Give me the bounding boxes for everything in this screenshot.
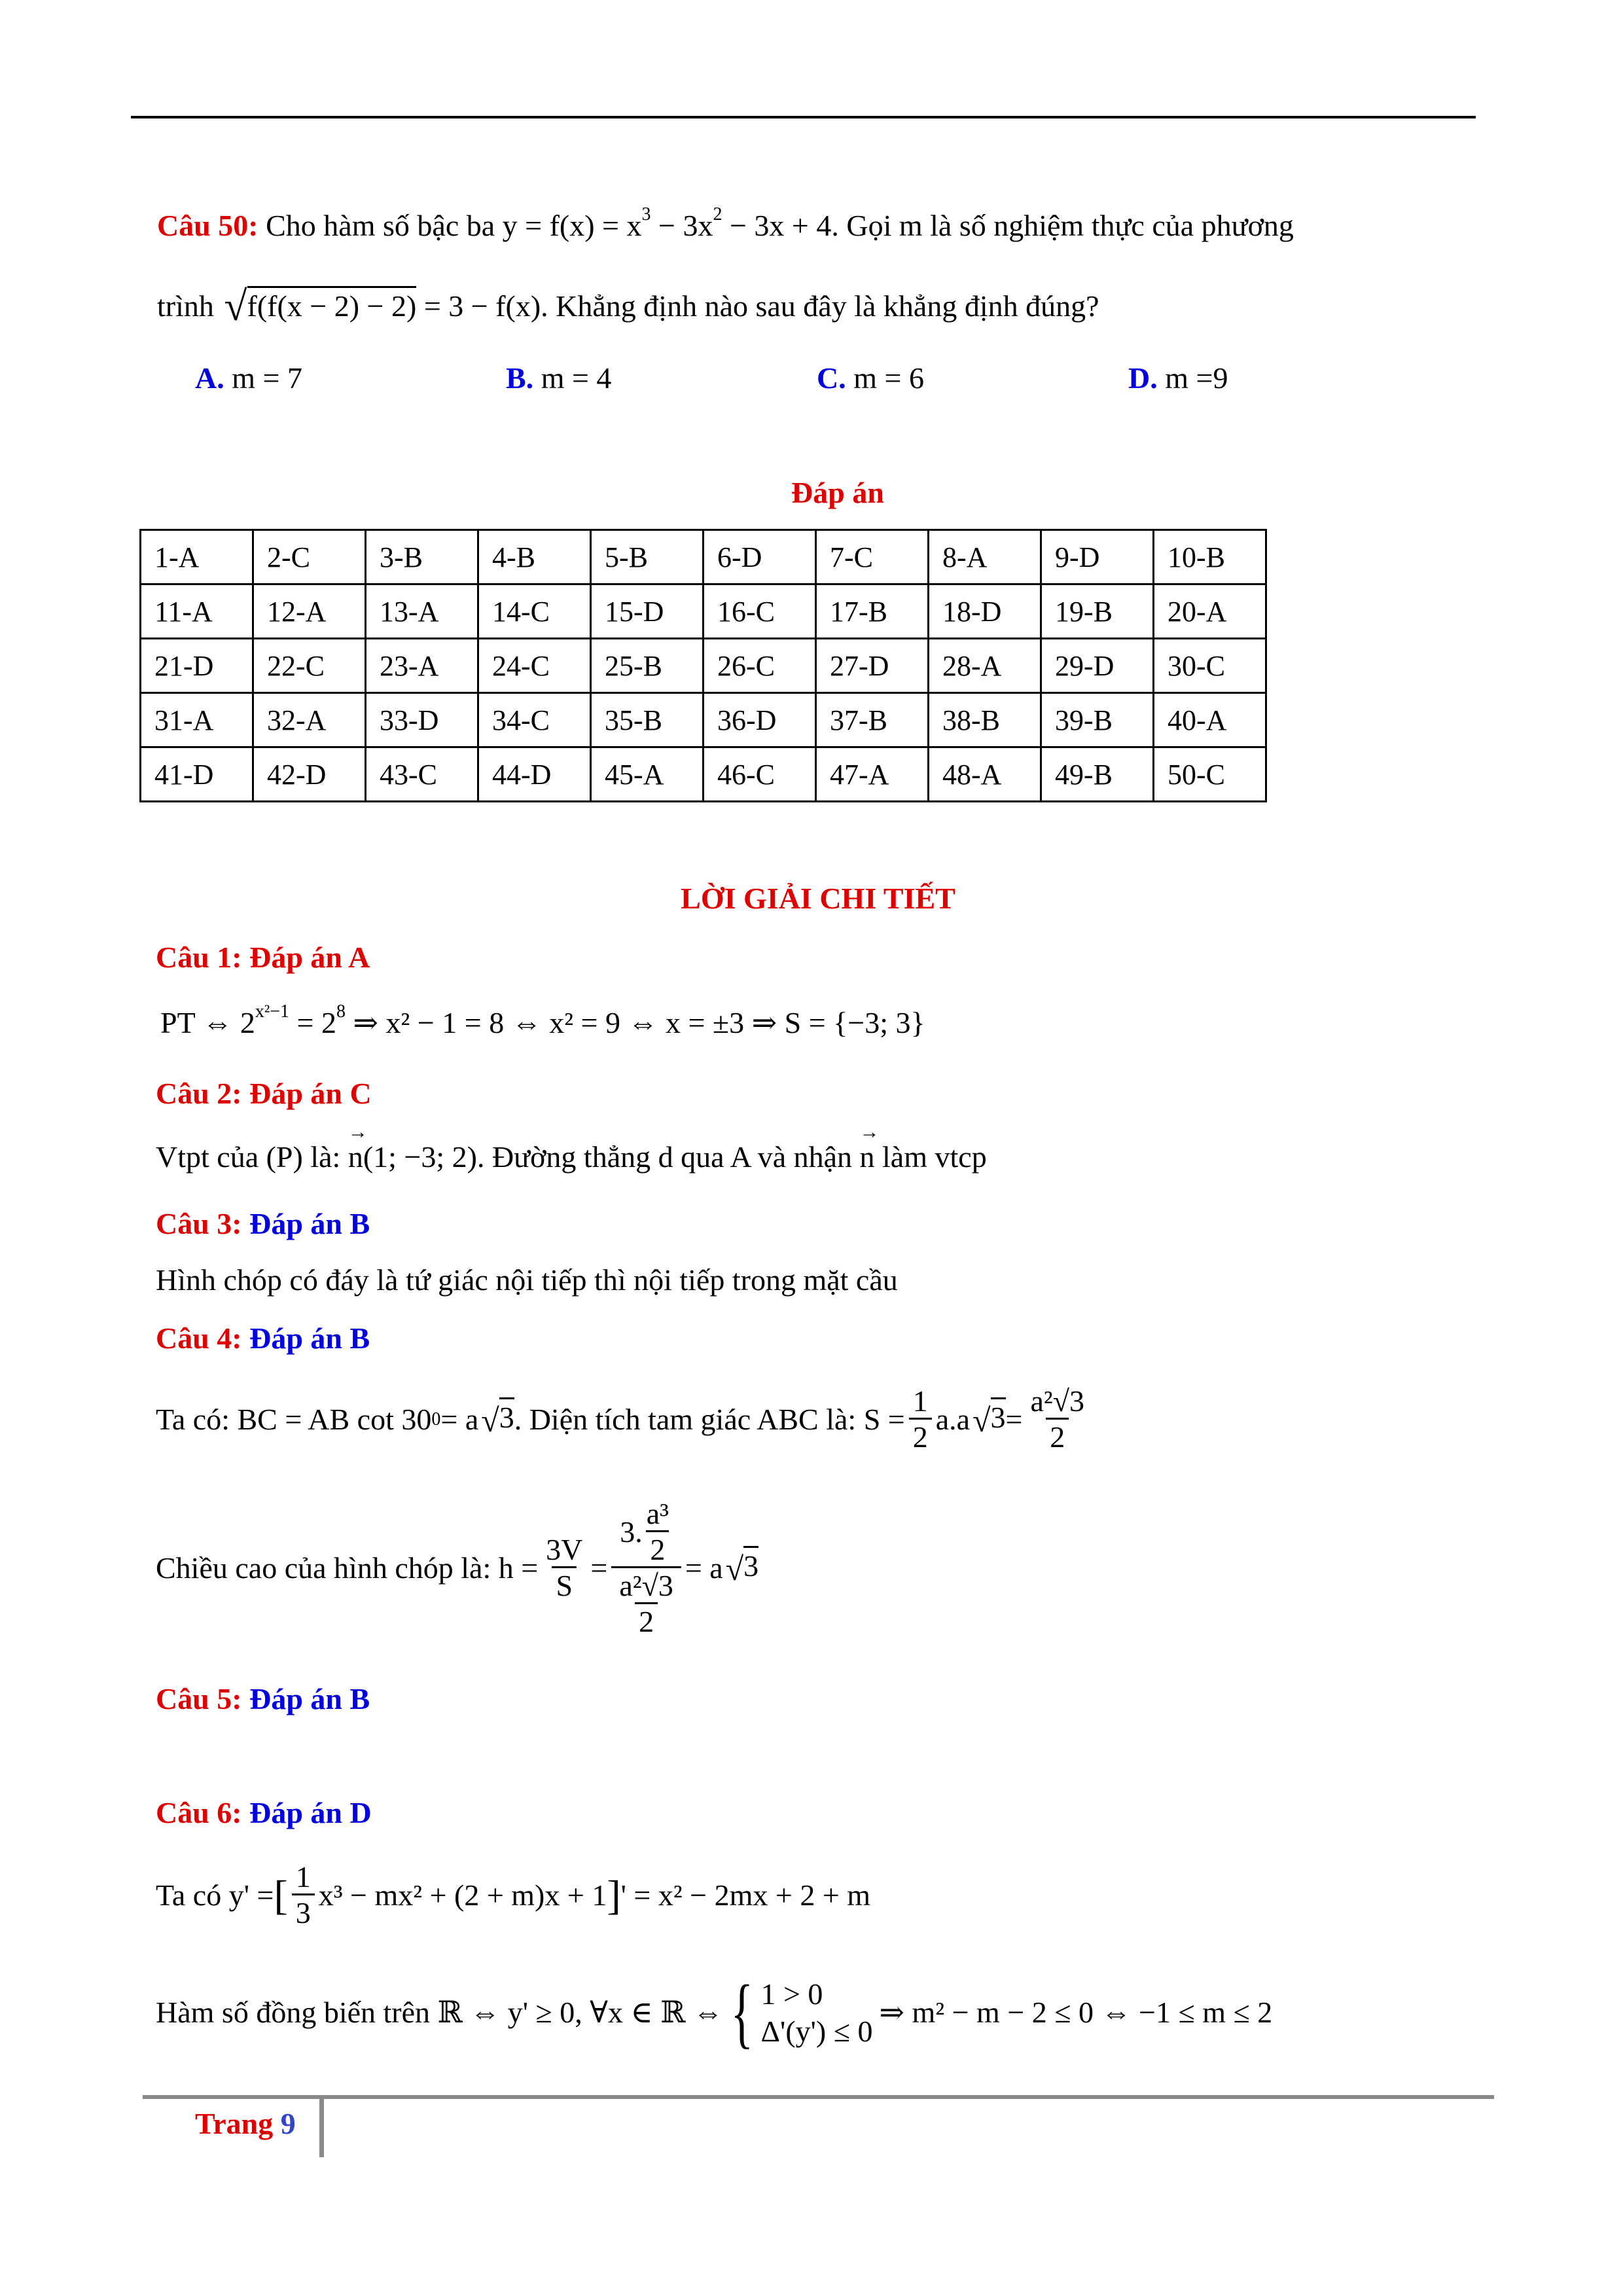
answer-cell: 42-D bbox=[253, 747, 366, 802]
answer-cell: 43-C bbox=[366, 747, 478, 802]
page-number: Trang 9 bbox=[195, 2107, 296, 2140]
answer-row bbox=[141, 639, 1266, 693]
answer-cell: 13-A bbox=[366, 584, 478, 639]
answer-cell: 25-B bbox=[591, 639, 704, 693]
answer-cell: 37-B bbox=[816, 693, 929, 747]
q3-solution: Hình chóp có đáy là tứ giác nội tiếp thì nội tiếp trong mặt cầu bbox=[156, 1263, 898, 1297]
q50-option-d: D. m =9 bbox=[1128, 361, 1228, 395]
answer-cell: 2-C bbox=[253, 530, 366, 584]
answer-cell: 21-D bbox=[141, 639, 253, 693]
answer-cell: 3-B bbox=[366, 530, 478, 584]
q4-solution-line1: Ta có: BC = AB cot 30 0 = a √3 . Diện tích tam giác ABC là: S = $\frac{1}{2}$ a.a √3 = $\frac{\text{a²√3}}{2}$ bbox=[156, 1384, 1084, 1454]
q2-heading: Câu 2: Đáp án C bbox=[156, 1077, 372, 1110]
answer-cell: 9-D bbox=[1041, 530, 1154, 584]
answer-cell: 8-A bbox=[929, 530, 1041, 584]
answer-cell: 39-B bbox=[1041, 693, 1154, 747]
q50-text1: Cho hàm số bậc ba bbox=[266, 209, 503, 242]
q3-heading: Câu 3: Đáp án B bbox=[156, 1207, 370, 1240]
solutions-title: LỜI GIẢI CHI TIẾT bbox=[681, 882, 955, 915]
q50-label: Câu 50: bbox=[157, 209, 259, 242]
answer-cell: 10-B bbox=[1154, 530, 1266, 584]
q50-radical: √f(f(x − 2) − 2) bbox=[224, 283, 417, 329]
q2-solution: Vtpt của (P) là: → n(1; −3; 2). Đường thẳng d qua A và nhận → n làm vtcp bbox=[156, 1142, 987, 1172]
q6-solution-line2: Hàm số đồng biến trên ℝ ⇔ y' ≥ 0, ∀x ∈ ℝ ⇔ { 1 > 0 Δ'(y') ≤ 0 ⇒ m² − m − 2 ≤ 0 ⇔ −1 ≤ m ≤ 2 bbox=[156, 1969, 1273, 2056]
answer-cell: 19-B bbox=[1041, 584, 1154, 639]
answer-cell: 24-C bbox=[478, 639, 591, 693]
answer-cell: 49-B bbox=[1041, 747, 1154, 802]
q4-solution-line2: Chiều cao của hình chóp là: h = $\frac{3V}{S}$ = 3. $\frac{\text{a³}}{2}$ $\frac{\text{a²√3}}{2}$ = a √3 bbox=[156, 1497, 759, 1638]
answer-cell: 27-D bbox=[816, 639, 929, 693]
answer-cell: 30-C bbox=[1154, 639, 1266, 693]
q6-heading: Câu 6: Đáp án D bbox=[156, 1796, 372, 1829]
answer-cell: 40-A bbox=[1154, 693, 1266, 747]
q50-line2 bbox=[157, 285, 1099, 327]
q50-line1 bbox=[157, 204, 1479, 242]
answer-cell: 44-D bbox=[478, 747, 591, 802]
answer-cell: 5-B bbox=[591, 530, 704, 584]
answer-cell: 48-A bbox=[929, 747, 1041, 802]
answer-row bbox=[141, 693, 1266, 747]
answers-title: Đáp án bbox=[791, 476, 884, 509]
answer-cell: 4-B bbox=[478, 530, 591, 584]
q50-option-a: A. m = 7 bbox=[195, 361, 302, 395]
answer-cell: 29-D bbox=[1041, 639, 1154, 693]
answer-cell: 18-D bbox=[929, 584, 1041, 639]
answer-cell: 20-A bbox=[1154, 584, 1266, 639]
answer-cell: 34-C bbox=[478, 693, 591, 747]
answer-cell: 28-A bbox=[929, 639, 1041, 693]
answer-cell: 32-A bbox=[253, 693, 366, 747]
q50-text2: . Gọi m là số nghiệm thực của phương bbox=[831, 209, 1294, 242]
q50-line2-suffix: . Khẳng định nào sau đây là khẳng định đúng? bbox=[541, 289, 1099, 323]
q50-eq-rhs: = 3 − f(x) bbox=[416, 289, 541, 323]
answer-row bbox=[141, 530, 1266, 584]
footer-rule bbox=[143, 2095, 1494, 2099]
q5-heading: Câu 5: Đáp án B bbox=[156, 1682, 370, 1715]
answer-cell: 16-C bbox=[704, 584, 816, 639]
answer-cell: 46-C bbox=[704, 747, 816, 802]
header-rule bbox=[131, 116, 1476, 118]
answer-cell: 17-B bbox=[816, 584, 929, 639]
answer-cell: 15-D bbox=[591, 584, 704, 639]
answer-cell: 23-A bbox=[366, 639, 478, 693]
answer-cell: 35-B bbox=[591, 693, 704, 747]
q6-solution-line1: Ta có y' = [ $\frac{1}{3}$ x³ − mx² + (2 + m)x + 1 ] ' = x² − 2mx + 2 + m bbox=[156, 1860, 871, 1929]
answer-cell: 41-D bbox=[141, 747, 253, 802]
answer-cell: 26-C bbox=[704, 639, 816, 693]
q50-option-b: B. m = 4 bbox=[506, 361, 612, 395]
answer-cell: 7-C bbox=[816, 530, 929, 584]
answer-cell: 12-A bbox=[253, 584, 366, 639]
answer-cell: 47-A bbox=[816, 747, 929, 802]
q1-heading: Câu 1: Đáp án A bbox=[156, 941, 370, 974]
q4-heading: Câu 4: Đáp án B bbox=[156, 1321, 370, 1355]
answer-row bbox=[141, 584, 1266, 639]
q1-solution: PT ⇔ $2^{x^2-1} = 2^8$ ⇒ x² − 1 = 8 ⇔ x² = 9 ⇔ x = ±3 ⇒ S = {−3; 3} bbox=[160, 1001, 925, 1039]
answer-cell: 36-D bbox=[704, 693, 816, 747]
answer-cell: 50-C bbox=[1154, 747, 1266, 802]
answer-cell: 11-A bbox=[141, 584, 253, 639]
answer-row bbox=[141, 747, 1266, 802]
answer-cell: 22-C bbox=[253, 639, 366, 693]
answer-cell: 6-D bbox=[704, 530, 816, 584]
answer-cell: 14-C bbox=[478, 584, 591, 639]
answer-cell: 1-A bbox=[141, 530, 253, 584]
q50-func: $y = f(x) = x^3 - 3x^2 - 3x + 4$ bbox=[502, 204, 832, 242]
answer-cell: 38-B bbox=[929, 693, 1041, 747]
answer-cell: 45-A bbox=[591, 747, 704, 802]
answer-cell: 33-D bbox=[366, 693, 478, 747]
q50-line2-prefix: trình bbox=[157, 289, 222, 323]
q50-option-c: C. m = 6 bbox=[817, 361, 924, 395]
answer-table bbox=[139, 529, 1267, 802]
footer-divider bbox=[319, 2097, 324, 2157]
answer-cell: 31-A bbox=[141, 693, 253, 747]
